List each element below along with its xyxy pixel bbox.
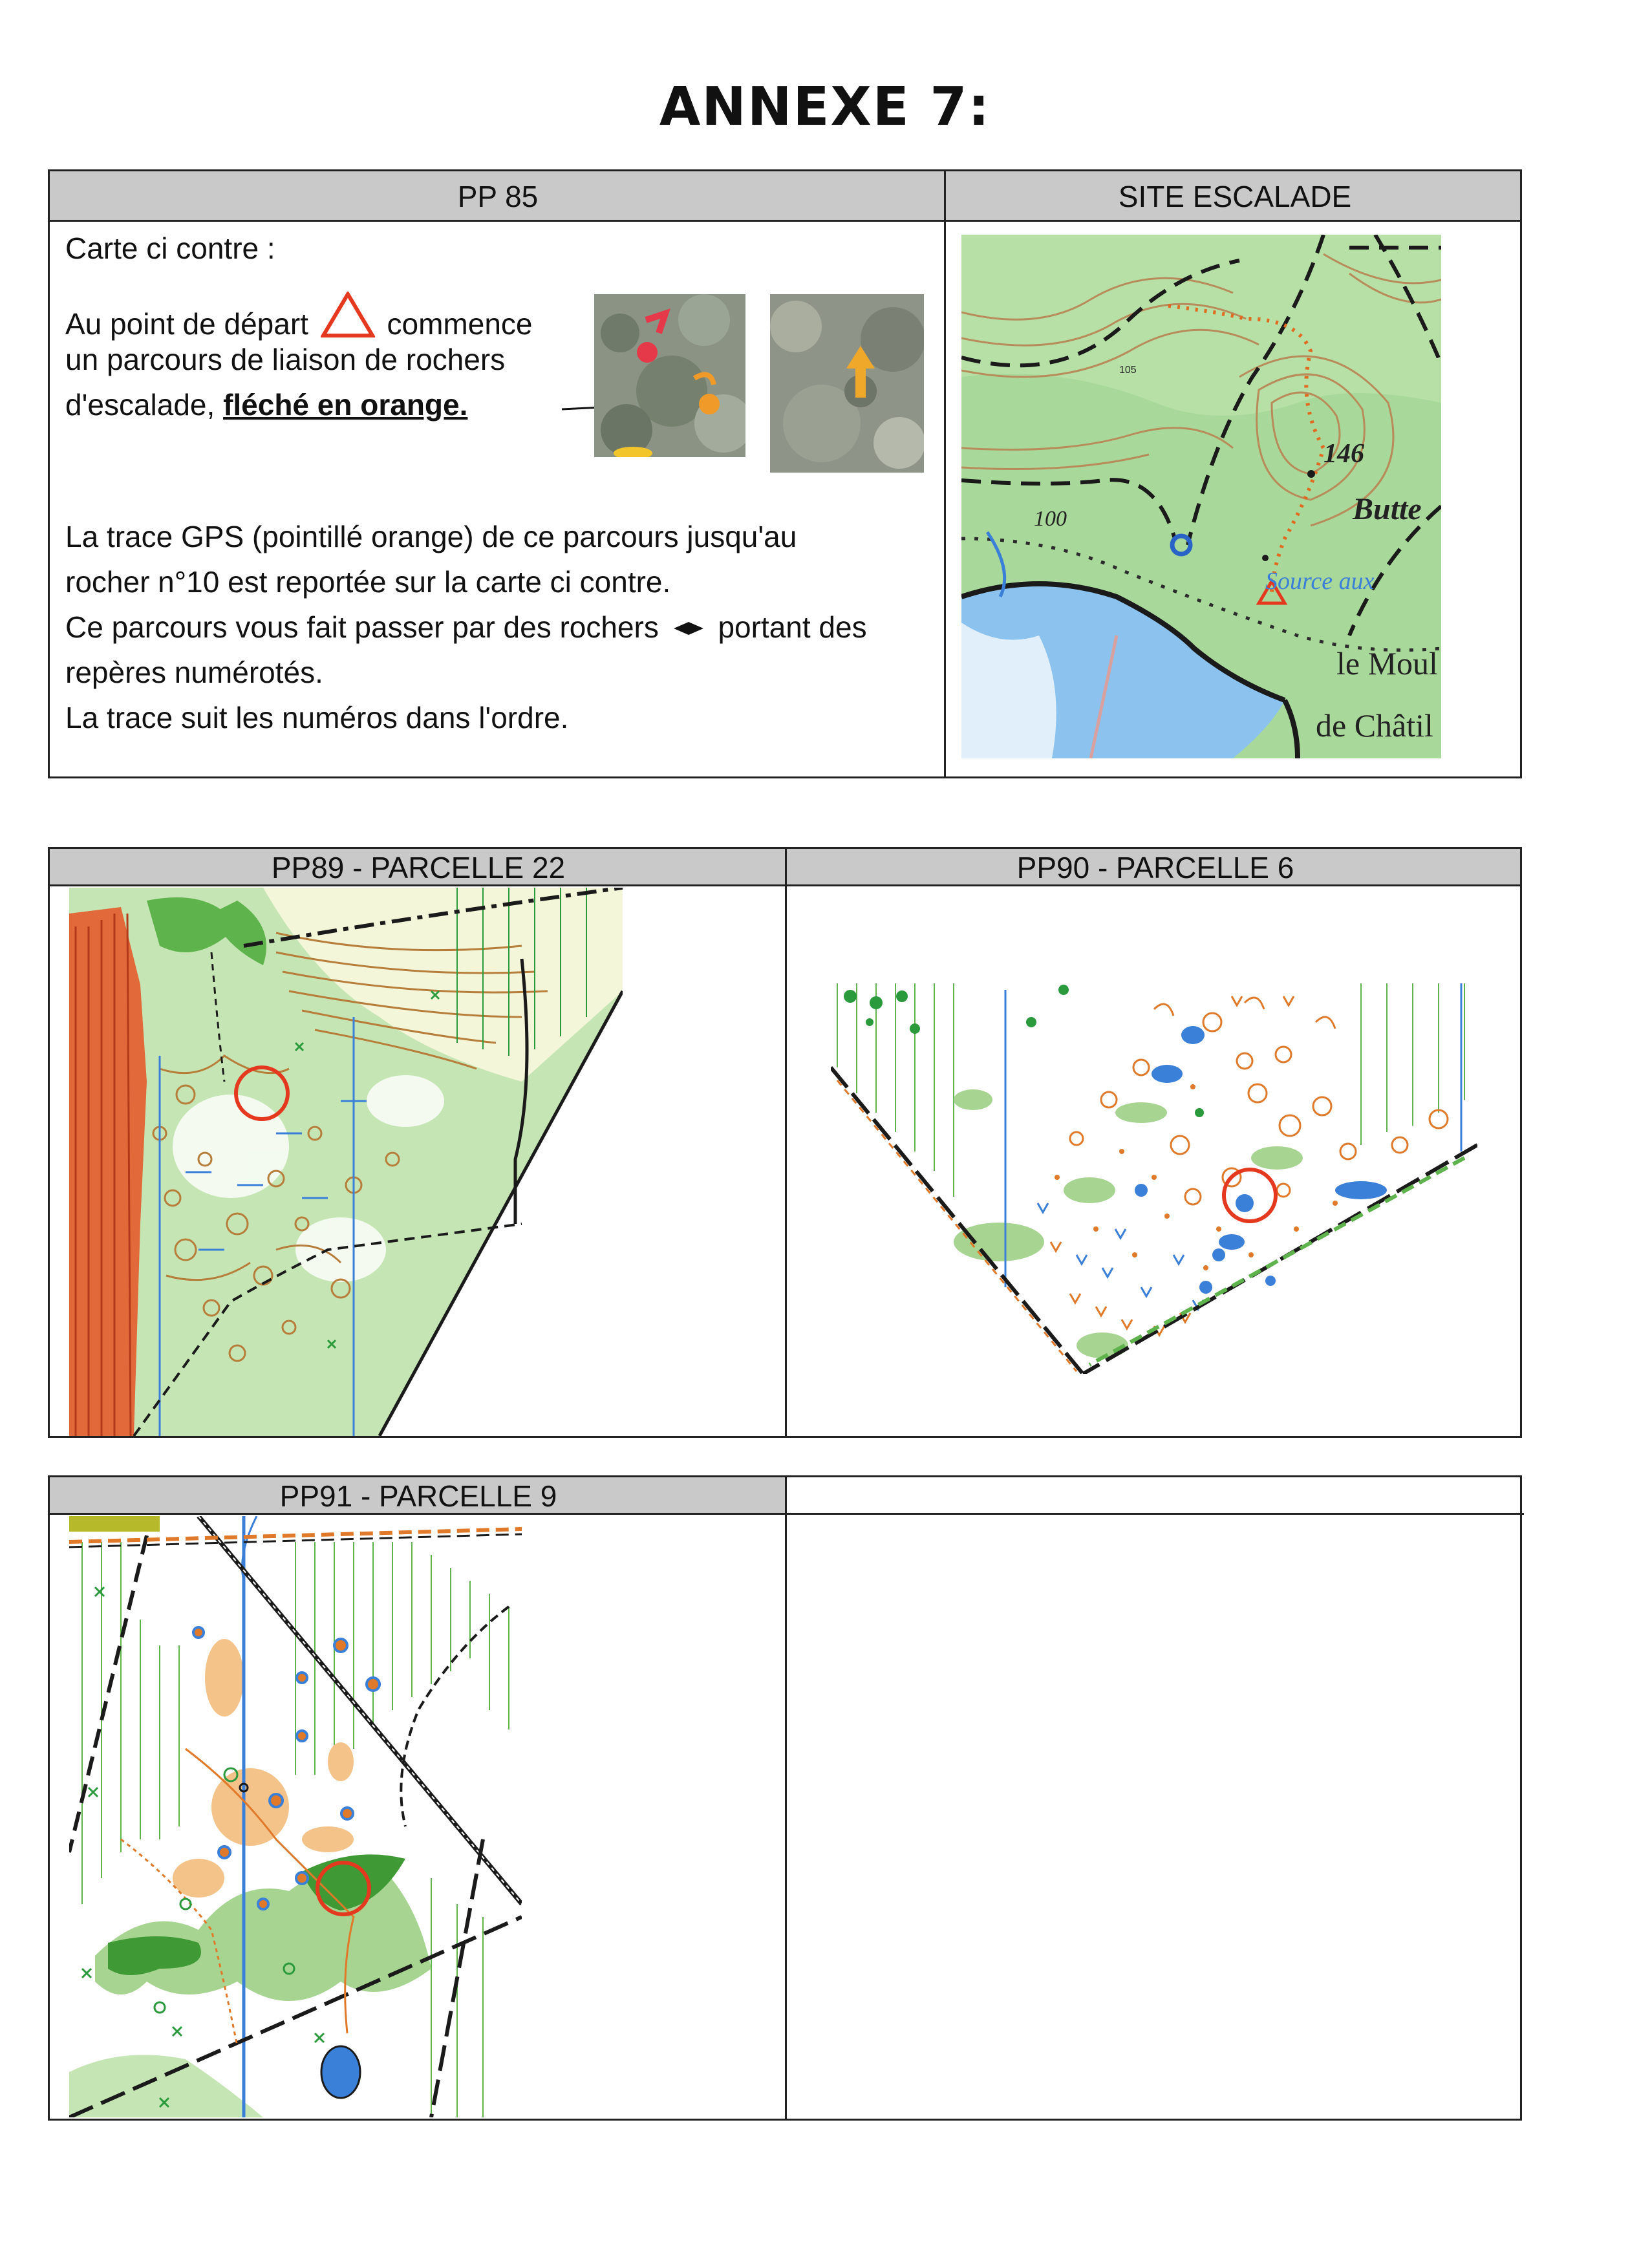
moulin-label: le Moul: [1336, 645, 1438, 681]
para2-line3-a: Ce parcours vous fait passer par des rochers: [65, 610, 659, 644]
pp85-table: [48, 169, 1522, 778]
butte-label: Butte: [1353, 492, 1422, 526]
column-divider: [785, 1477, 787, 2119]
pp85-header: PP 85: [457, 180, 539, 213]
pp90-map: [831, 983, 1477, 1374]
page-title: ANNEXE 7:: [659, 76, 991, 138]
pp89-map: [69, 888, 623, 1436]
parcelles-table: [48, 847, 1522, 1438]
intro-text: Carte ci contre :: [65, 231, 275, 265]
site-escalade-map: [961, 235, 1441, 758]
pp91-map: [69, 1516, 522, 2117]
empty-header: [787, 1477, 1524, 1515]
elev-100-label: 100: [1034, 507, 1067, 531]
elev-146-label: 146: [1323, 439, 1364, 469]
para2-line5: La trace suit les numéros dans l'ordre.: [65, 701, 569, 734]
chatillon-label: de Châtil: [1316, 707, 1433, 744]
pp89-header: PP89 - PARCELLE 22: [271, 851, 566, 884]
para2-line3: [65, 604, 867, 650]
start-triangle-icon: [321, 292, 375, 338]
pp90-header: PP90 - PARCELLE 6: [1016, 851, 1294, 884]
para1-line3: [65, 382, 467, 427]
fleche-orange-text: fléché en orange.: [223, 388, 468, 422]
column-divider: [785, 849, 787, 1436]
source-label: Source aux: [1265, 568, 1375, 595]
site-escalade-header: SITE ESCALADE: [1118, 180, 1352, 213]
pp91-header: PP91 - PARCELLE 9: [279, 1479, 557, 1513]
para1-line3-a: d'escalade,: [65, 388, 215, 422]
para1-line1-b: commence: [387, 307, 533, 341]
para2-line4: repères numérotés.: [65, 656, 323, 689]
rock-photo-arrow: [770, 294, 924, 473]
para1-line2: un parcours de liaison de rochers: [65, 343, 506, 376]
rock-photo-marker: [594, 294, 745, 457]
elev-105-label: 105: [1119, 365, 1137, 376]
para1-line1-a: Au point de départ: [65, 307, 308, 341]
para2-line1: La trace GPS (pointillé orange) de ce parcours jusqu'au: [65, 520, 797, 553]
pp91-table: [48, 1475, 1522, 2121]
para2-line3-b: portant des: [718, 610, 867, 644]
para2-line2: rocher n°10 est reportée sur la carte ci contre.: [65, 565, 671, 599]
column-divider: [944, 171, 946, 776]
diamond-rock-icon: [672, 621, 705, 636]
